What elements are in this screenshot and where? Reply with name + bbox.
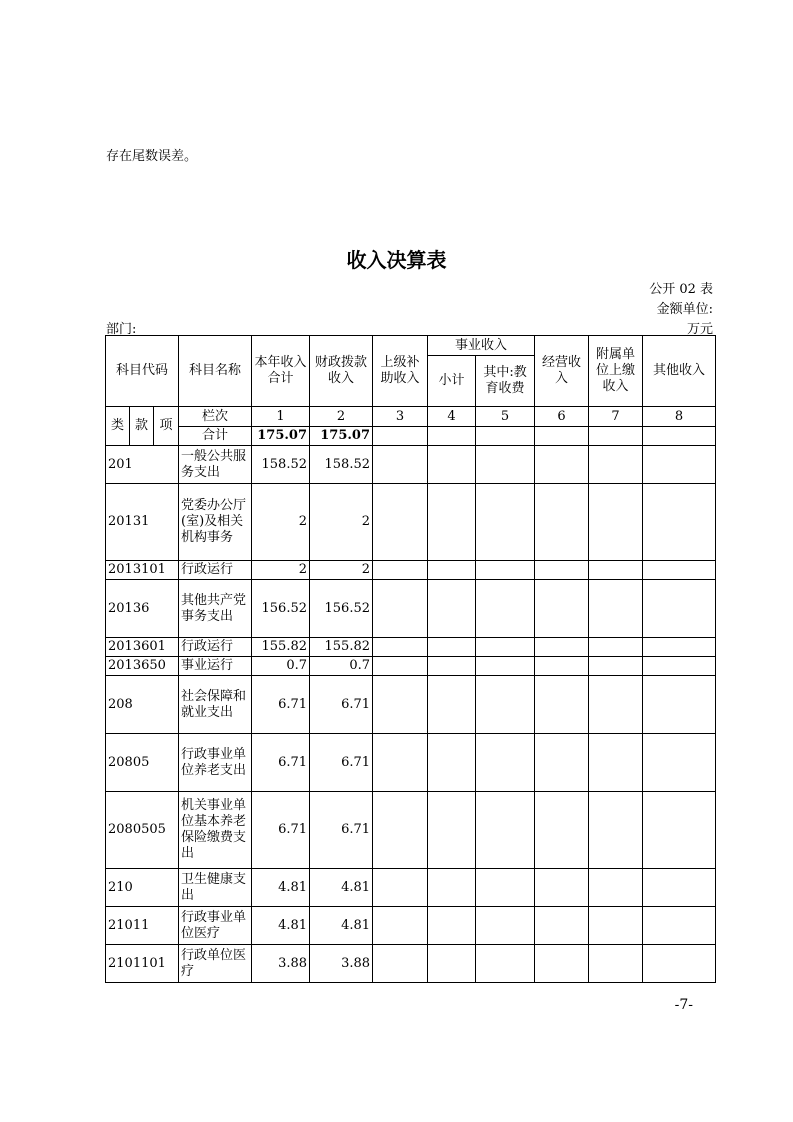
row-fiscal: 0.7 xyxy=(310,657,373,676)
empty-cell xyxy=(373,676,428,734)
empty-cell xyxy=(373,907,428,945)
empty-cell xyxy=(476,792,535,869)
row-total: 0.7 xyxy=(252,657,310,676)
empty-cell xyxy=(643,734,716,792)
row-fiscal: 2 xyxy=(310,561,373,580)
empty-cell xyxy=(589,792,643,869)
table-row xyxy=(106,945,716,983)
empty-cell xyxy=(428,561,476,580)
page-title: 收入决算表 xyxy=(346,248,447,272)
empty-cell xyxy=(589,561,643,580)
row-total: 3.88 xyxy=(252,945,310,983)
empty-cell xyxy=(476,676,535,734)
empty-cell xyxy=(476,561,535,580)
header-code: 科目代码 xyxy=(106,336,179,407)
header-name: 科目名称 xyxy=(179,336,252,407)
empty-cell xyxy=(373,657,428,676)
empty-cell xyxy=(373,734,428,792)
row-fiscal: 158.52 xyxy=(310,446,373,484)
empty-cell xyxy=(476,734,535,792)
row-total: 2 xyxy=(252,484,310,561)
table-row xyxy=(106,580,716,638)
department-label: 部门: xyxy=(106,322,137,337)
empty-cell xyxy=(428,638,476,657)
header-xiang: 项 xyxy=(154,407,179,446)
empty-cell xyxy=(589,945,643,983)
empty-cell xyxy=(589,638,643,657)
empty-cell xyxy=(589,657,643,676)
table-row xyxy=(106,792,716,869)
empty-cell xyxy=(535,869,589,907)
table-row xyxy=(106,638,716,657)
empty-cell xyxy=(643,907,716,945)
table-row xyxy=(106,446,716,484)
empty-cell xyxy=(643,580,716,638)
row-total: 6.71 xyxy=(252,676,310,734)
empty-cell xyxy=(535,638,589,657)
row-fiscal: 6.71 xyxy=(310,792,373,869)
empty-cell xyxy=(535,657,589,676)
row-code: 2101101 xyxy=(106,945,179,983)
empty-cell xyxy=(373,869,428,907)
empty-cell xyxy=(476,869,535,907)
empty-cell xyxy=(476,945,535,983)
col-num-8: 8 xyxy=(643,407,716,427)
empty-cell xyxy=(589,734,643,792)
header-fiscal: 财政拨款收入 xyxy=(310,336,373,407)
empty-cell xyxy=(428,907,476,945)
empty-cell xyxy=(589,484,643,561)
empty-cell xyxy=(643,657,716,676)
col-num-7: 7 xyxy=(589,407,643,427)
empty-cell xyxy=(476,638,535,657)
unit-value: 万元 xyxy=(686,322,713,337)
row-name: 行政运行 xyxy=(179,561,252,580)
col-num-6: 6 xyxy=(535,407,589,427)
row-code: 21011 xyxy=(106,907,179,945)
empty-cell xyxy=(476,657,535,676)
row-code: 208 xyxy=(106,676,179,734)
row-name: 一般公共服务支出 xyxy=(179,446,252,484)
empty-cell xyxy=(589,580,643,638)
empty-cell xyxy=(535,484,589,561)
header-lei: 类 xyxy=(106,407,130,446)
header-other: 其他收入 xyxy=(643,336,716,407)
header-kuan: 款 xyxy=(130,407,154,446)
header-xiaoji: 小计 xyxy=(428,356,476,407)
col-num-2: 2 xyxy=(310,407,373,427)
header-jingying: 经营收入 xyxy=(535,336,589,407)
row-name: 卫生健康支出 xyxy=(179,869,252,907)
empty-cell xyxy=(373,446,428,484)
empty-cell xyxy=(428,484,476,561)
empty-cell xyxy=(428,734,476,792)
header-fushu: 附属单位上缴收入 xyxy=(589,336,643,407)
row-code: 201 xyxy=(106,446,179,484)
empty-cell xyxy=(643,676,716,734)
empty-cell xyxy=(589,907,643,945)
row-total: 4.81 xyxy=(252,907,310,945)
empty-cell xyxy=(643,869,716,907)
empty-cell xyxy=(643,945,716,983)
row-fiscal: 4.81 xyxy=(310,907,373,945)
row-total: 2 xyxy=(252,561,310,580)
row-fiscal: 156.52 xyxy=(310,580,373,638)
form-number: 公开 02 表 xyxy=(649,282,713,297)
header-upper: 上级补助收入 xyxy=(373,336,428,407)
empty-cell xyxy=(476,484,535,561)
empty-cell xyxy=(373,580,428,638)
row-fiscal: 6.71 xyxy=(310,734,373,792)
empty-cell xyxy=(476,907,535,945)
header-lanci: 栏次 xyxy=(179,407,252,427)
empty-cell xyxy=(535,446,589,484)
empty-cell xyxy=(535,561,589,580)
empty-cell xyxy=(428,580,476,638)
empty-cell xyxy=(428,446,476,484)
empty-cell xyxy=(428,792,476,869)
income-table xyxy=(105,335,716,983)
row-code: 2013650 xyxy=(106,657,179,676)
row-total: 158.52 xyxy=(252,446,310,484)
empty-cell xyxy=(535,580,589,638)
empty-cell xyxy=(373,792,428,869)
row-name: 社会保障和就业支出 xyxy=(179,676,252,734)
empty-cell xyxy=(589,869,643,907)
empty-cell xyxy=(643,446,716,484)
row-code: 20136 xyxy=(106,580,179,638)
row-name: 机关事业单位基本养老保险缴费支出 xyxy=(179,792,252,869)
empty-cell xyxy=(373,638,428,657)
empty-cell xyxy=(373,945,428,983)
unit-label: 金额单位: xyxy=(656,302,713,317)
row-name: 行政单位医疗 xyxy=(179,945,252,983)
empty-cell xyxy=(476,446,535,484)
table-row xyxy=(106,657,716,676)
row-total: 6.71 xyxy=(252,734,310,792)
empty-cell xyxy=(535,792,589,869)
empty-cell xyxy=(476,580,535,638)
empty-cell xyxy=(428,676,476,734)
header-total: 本年收入合计 xyxy=(252,336,310,407)
empty-cell xyxy=(535,734,589,792)
row-name: 行政运行 xyxy=(179,638,252,657)
table-row xyxy=(106,734,716,792)
total-row-label: 合计 xyxy=(179,427,252,446)
total-row-total: 175.07 xyxy=(252,427,310,446)
empty-cell xyxy=(373,561,428,580)
table-row xyxy=(106,907,716,945)
empty-cell xyxy=(428,657,476,676)
footnote-text: 存在尾数误差。 xyxy=(106,149,198,164)
row-name: 党委办公厅(室)及相关机构事务 xyxy=(179,484,252,561)
header-edu: 其中:教育收费 xyxy=(476,356,535,407)
row-fiscal: 6.71 xyxy=(310,676,373,734)
row-code: 20131 xyxy=(106,484,179,561)
row-code: 2080505 xyxy=(106,792,179,869)
col-num-5: 5 xyxy=(476,407,535,427)
empty-cell xyxy=(535,676,589,734)
table-row xyxy=(106,869,716,907)
col-num-4: 4 xyxy=(428,407,476,427)
empty-cell xyxy=(643,792,716,869)
table-row xyxy=(106,676,716,734)
row-fiscal: 2 xyxy=(310,484,373,561)
table-row xyxy=(106,484,716,561)
row-code: 2013101 xyxy=(106,561,179,580)
empty-cell xyxy=(535,945,589,983)
row-total: 6.71 xyxy=(252,792,310,869)
empty-cell xyxy=(428,945,476,983)
col-num-1: 1 xyxy=(252,407,310,427)
row-fiscal: 3.88 xyxy=(310,945,373,983)
row-fiscal: 4.81 xyxy=(310,869,373,907)
row-total: 4.81 xyxy=(252,869,310,907)
row-total: 156.52 xyxy=(252,580,310,638)
empty-cell xyxy=(373,484,428,561)
row-code: 20805 xyxy=(106,734,179,792)
empty-cell xyxy=(643,638,716,657)
total-row-fiscal: 175.07 xyxy=(310,427,373,446)
empty-cell xyxy=(535,907,589,945)
row-name: 行政事业单位养老支出 xyxy=(179,734,252,792)
empty-cell xyxy=(428,869,476,907)
page-number: -7- xyxy=(674,997,693,1013)
empty-cell xyxy=(589,676,643,734)
row-total: 155.82 xyxy=(252,638,310,657)
row-code: 210 xyxy=(106,869,179,907)
row-code: 2013601 xyxy=(106,638,179,657)
table-row xyxy=(106,561,716,580)
row-fiscal: 155.82 xyxy=(310,638,373,657)
empty-cell xyxy=(589,446,643,484)
header-shiye: 事业收入 xyxy=(428,336,535,356)
empty-cell xyxy=(643,484,716,561)
row-name: 其他共产党事务支出 xyxy=(179,580,252,638)
row-name: 行政事业单位医疗 xyxy=(179,907,252,945)
col-num-3: 3 xyxy=(373,407,428,427)
row-name: 事业运行 xyxy=(179,657,252,676)
empty-cell xyxy=(643,561,716,580)
